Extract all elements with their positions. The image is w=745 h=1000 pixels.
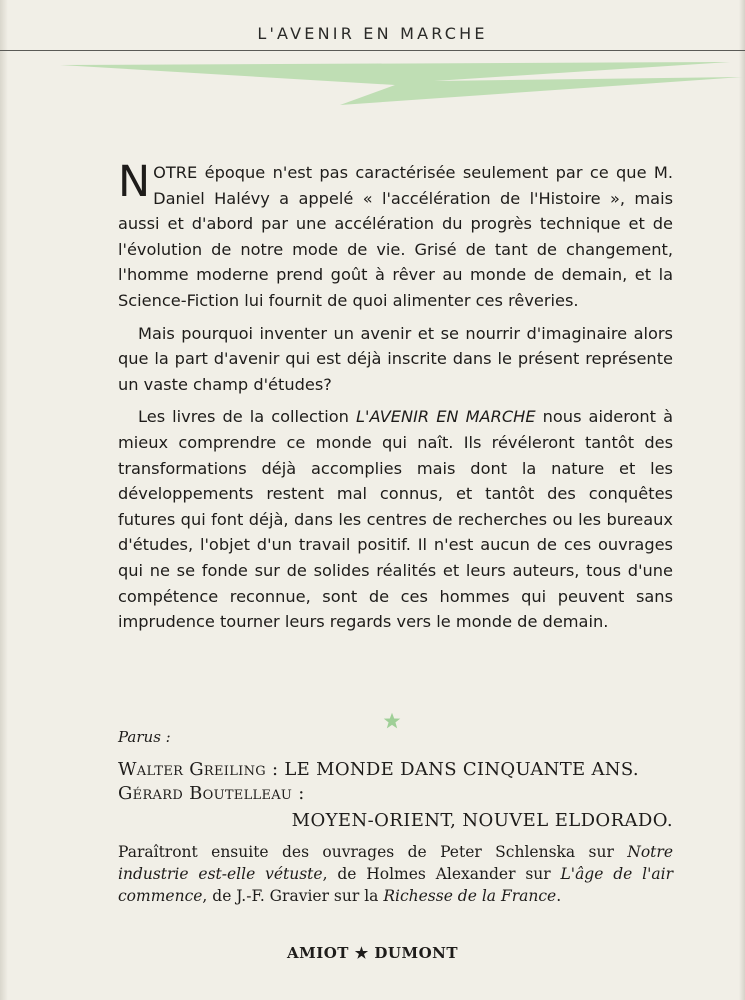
star-shape — [384, 713, 401, 729]
page-edge-shadow-left — [0, 0, 8, 1000]
forthcoming-text-2: , de Holmes Alexander sur — [322, 865, 561, 883]
intro-paragraph-1 — [118, 157, 673, 314]
book-entry-1 — [118, 758, 673, 782]
intro-paragraph-1-text: OTRE époque n'est pas caractérisée seulement par ce que M. Daniel Halévy a appelé « l'accélération de l'Histoire », mais aussi et d'abord par une accélération du progrès technique et de l'évolution de notre mode de vie. Grisé de tant de changement, l'homme moderne prend goût à rêver au monde de demain, et la Science-Fiction lui fournit de quoi alimenter ces rêveries. — [118, 163, 673, 310]
forthcoming-paragraph — [118, 841, 673, 907]
book-1-title: LE MONDE DANS CINQUANTE ANS. — [284, 759, 639, 780]
published-section — [118, 728, 673, 907]
publisher-left: AMIOT — [286, 944, 349, 962]
publisher-star-icon: ★ — [354, 944, 369, 962]
forthcoming-text-3: , de J.-F. Gravier sur la — [202, 887, 384, 905]
series-title: L'AVENIR EN MARCHE — [257, 24, 488, 43]
collection-name: L'AVENIR EN MARCHE — [355, 407, 536, 427]
p3-after: nous aideront à mieux comprendre ce monde qui naît. Ils révéleront tantôt des transformations déjà accomplies mais dont la nature et les développements restent mal connus, et tantôt des conquêtes futures qui font déjà, dans les centres de recherches ou les bureaux d'études, l'objet d'un travail positif. Il n'est aucun de ces ouvrages qui ne se fonde sur de solides réalités et leurs auteurs, tous d'une compétence reconnue, sont de ces hommes qui peuvent sans imprudence tourner leurs regards vers le monde de demain. — [118, 407, 673, 632]
forthcoming-title-2: L'âge de l'air commence — [118, 865, 673, 905]
published-heading: Parus : — [118, 728, 171, 746]
publisher-right: DUMONT — [374, 944, 459, 962]
bolt-shape — [60, 62, 742, 105]
book-entry-2-author-line — [118, 782, 673, 806]
p3-before: Les livres de la collection — [138, 407, 356, 427]
title-rule — [0, 50, 745, 51]
book-2-author: Gérard Boutelleau — [118, 783, 293, 804]
forthcoming-text-1: Paraîtront ensuite des ouvrages de Peter Schlenska sur — [118, 843, 628, 861]
page-edge-shadow-right — [739, 0, 745, 1000]
intro-paragraph-3 — [118, 404, 673, 634]
intro-paragraph-2: Mais pourquoi inventer un avenir et se nourrir d'imaginaire alors que la part d'avenir qui est déjà inscrite dans le présent représente un vaste champ d'études? — [118, 323, 673, 394]
forthcoming-title-3: Richesse de la France — [383, 887, 557, 905]
drop-cap: N — [118, 157, 151, 207]
forthcoming-title-1: Notre industrie est-elle vétuste — [118, 843, 673, 883]
intro-text — [118, 157, 673, 642]
book-2-separator: : — [292, 783, 305, 804]
book-1-author: Walter Greiling — [118, 759, 266, 780]
book-1-separator: : — [265, 759, 285, 780]
forthcoming-text-4: . — [556, 887, 562, 905]
book-2-title: MOYEN-ORIENT, NOUVEL ELDORADO. — [291, 810, 673, 831]
green-lightning-bolt — [0, 56, 745, 110]
publisher-imprint — [0, 944, 745, 962]
